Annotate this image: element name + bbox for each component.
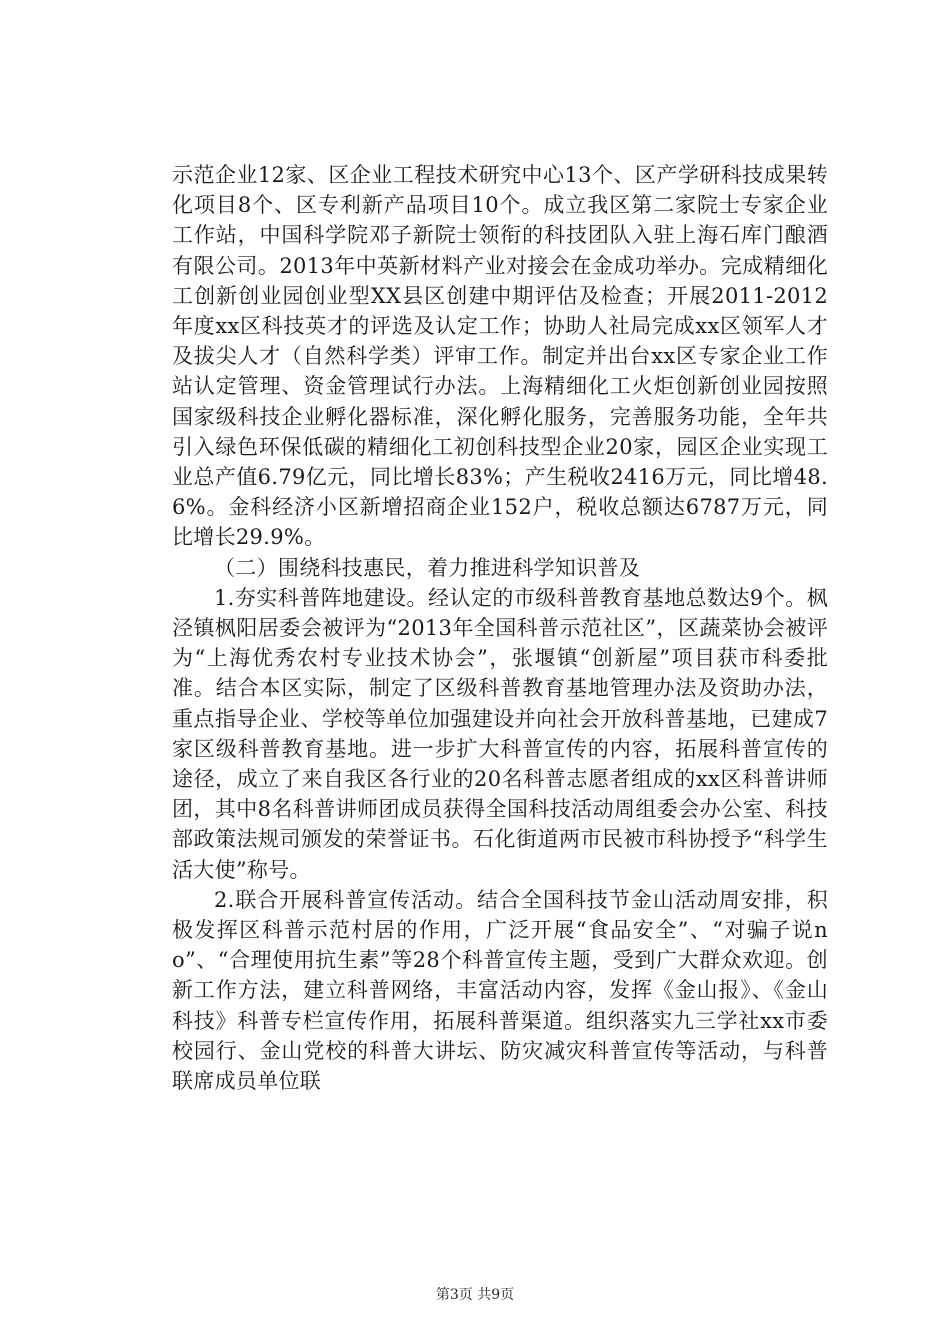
paragraph-science-base: 1.夯实科普阵地建设。经认定的市级科普教育基地总数达9个。枫泾镇枫阳居委会被评为“2013年全国科普示范社区”，区蔬菜协会被评为“上海优秀农村专业技术协会”，张堰镇“创新屋”项目获市科委批准。结合本区实际，制定了区级科普教育基地管理办法及资助办法，重点指导企业、学校等单位加强建设并向社会开放科普基地，已建成7家区级科普教育基地。进一步扩大科普宣传的内容，拓展科普宣传的途径，成立了来自我区各行业的20名科普志愿者组成的xx区科普讲师团，其中8名科普讲师团成员获得全国科技活动周组委会办公室、科技部政策法规司颁发的荣誉证书。石化街道两市民被市科协授予“科学生活大使”称号。 [172, 585, 828, 882]
paragraph-continued: 示范企业12家、区企业工程技术研究中心13个、区产学研科技成果转化项目8个、区专利新产品项目10个。成立我区第二家院士专家企业工作站，中国科学院邓子新院士领衔的科技团队入驻上海石库门酿酒有限公司。2013年中英新材料产业对接会在金成功举办。完成精细化工创新创业园创业型XX县区创建中期评估及检查；开展2011-2012年度xx区科技英才的评选及认定工作；协助人社局完成xx区领军人才及拔尖人才（自然科学类）评审工作。制定并出台xx区专家企业工作站认定管理、资金管理试行办法。上海精细化工火炬创新创业园按照国家级科技企业孵化器标准，深化孵化服务，完善服务功能，全年共引入绿色环保低碳的精细化工初创科技型企业20家，园区企业实现工业总产值6.79亿元，同比增长83%；产生税收2416万元，同比增48.6%。金科经济小区新增招商企业152户，税收总额达6787万元，同比增长29.9%。 [172, 163, 828, 550]
page-footer: 第3页 共9页 [435, 1287, 515, 1303]
section-heading: （二）围绕科技惠民，着力推进科学知识普及 [214, 555, 640, 580]
paragraph-science-activities: 2.联合开展科普宣传活动。结合全国科技节金山活动周安排，积极发挥区科普示范村居的作用，广泛开展“食品安全”、“对骗子说no”、“合理使用抗生素”等28个科普宣传主题，受到广大群众欢迎。创新工作方法，建立科普网络，丰富活动内容，发挥《金山报》、《金山科技》科普专栏宣传作用，拓展科普渠道。组织落实九三学社xx市委校园行、金山党校的科普大讲坛、防灾减灾科普宣传等活动，与科普联席成员单位联 [172, 887, 828, 1094]
document-body [172, 160, 828, 1096]
